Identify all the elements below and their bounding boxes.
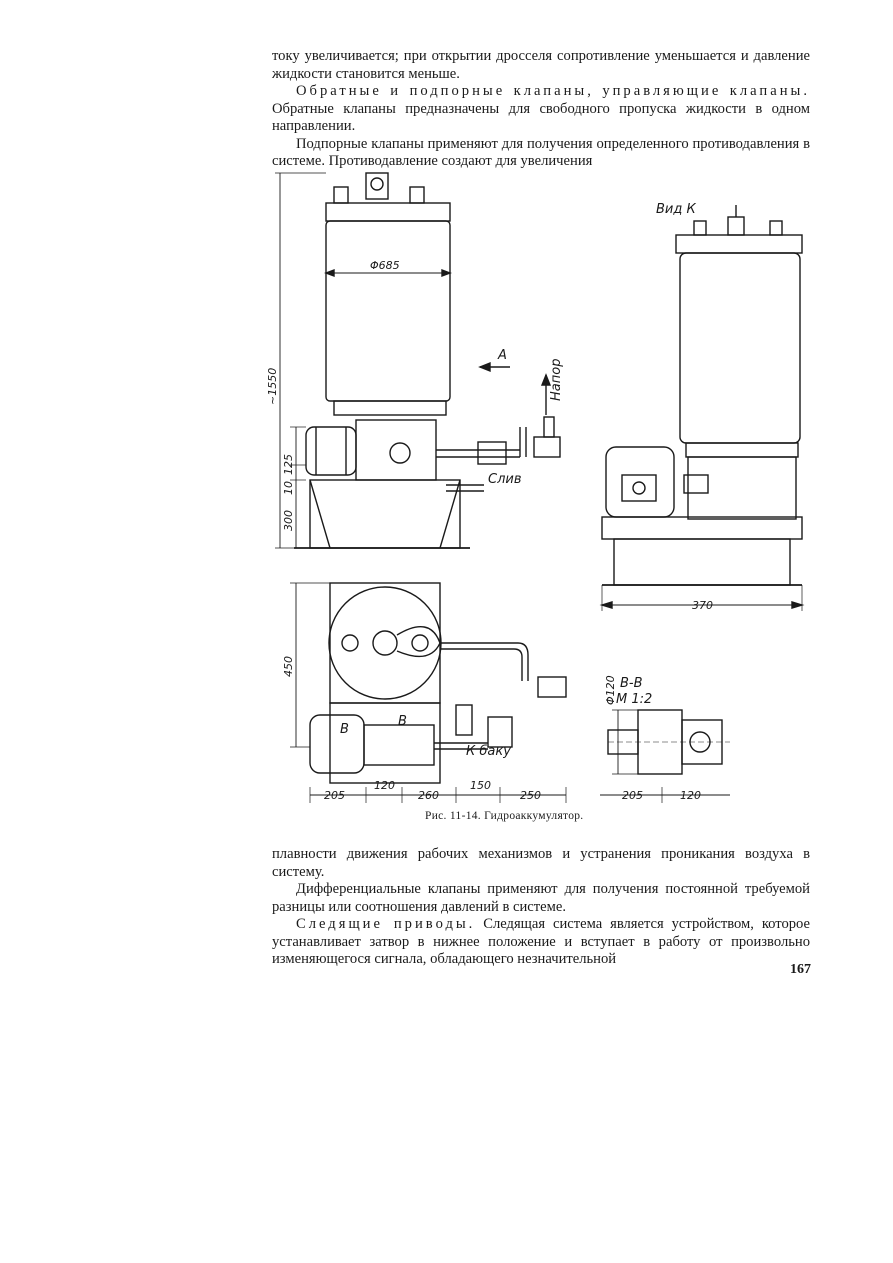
dim-120: 120 (374, 779, 395, 792)
dim-450: 450 (282, 656, 295, 677)
dim-diameter-685: Φ685 (370, 259, 400, 272)
dim-205: 205 (324, 789, 345, 802)
paragraph: Следящие приводы. Следящая система является устройством, которое устанавливает затвор в нижнее положение и вступает в работу от произвольно изменяющегося сигнала, обладающего незначительной (272, 916, 811, 967)
napor-label: Напор (549, 358, 564, 401)
dim-10: 10 (282, 481, 295, 495)
bottom-text-block (272, 846, 810, 969)
section-mark-b: В (340, 722, 349, 737)
arrow-a-label: А (498, 348, 507, 363)
dim-250: 250 (520, 789, 541, 802)
dim-370: 370 (692, 599, 713, 612)
sliv-label: Слив (488, 472, 522, 487)
section-bb-label: В-В (620, 676, 643, 691)
dim-diameter-120: Φ120 (604, 675, 617, 705)
paragraph: току увеличивается; при открытии дросселя сопротивление уменьшается и давление жидкости становится меньше. (272, 48, 810, 82)
dim-260: 260 (418, 789, 439, 802)
paragraph: Подпорные клапаны применяют для получения определенного противодавления в системе. Противодавление создают для увеличения (272, 135, 810, 169)
dim-120-section: 120 (680, 789, 701, 802)
dim-300: 300 (282, 510, 295, 531)
figure-caption: Рис. 11-14. Гидроаккумулятор. (425, 810, 584, 822)
hydro-accumulator-drawing (266, 165, 830, 810)
dim-125: 125 (282, 454, 295, 475)
top-text-block (272, 48, 810, 171)
section-heading: Обратные и подпорные клапаны, управляющие клапаны. (296, 83, 810, 99)
dim-1550: ~1550 (266, 367, 279, 405)
k-baku-label: К баку (466, 744, 511, 759)
section-heading: Следящие приводы. (296, 916, 476, 932)
scale-label: М 1:2 (616, 692, 653, 707)
page-number: 167 (790, 962, 811, 977)
view-k-label: Вид К (656, 202, 696, 217)
dim-150: 150 (470, 779, 491, 792)
dim-205-section: 205 (622, 789, 643, 802)
paragraph: Дифференциальные клапаны применяют для получения постоянной требуемой разницы или соотношения давлений в системе. (272, 881, 810, 915)
paragraph: Обратные и подпорные клапаны, управляющие клапаны. Обратные клапаны предназначены для свободного пропуска жидкости в одном направлении. (272, 83, 810, 134)
paragraph: плавности движения рабочих механизмов и устранения проникания воздуха в систему. (272, 846, 810, 880)
section-mark-b: В (398, 714, 407, 729)
